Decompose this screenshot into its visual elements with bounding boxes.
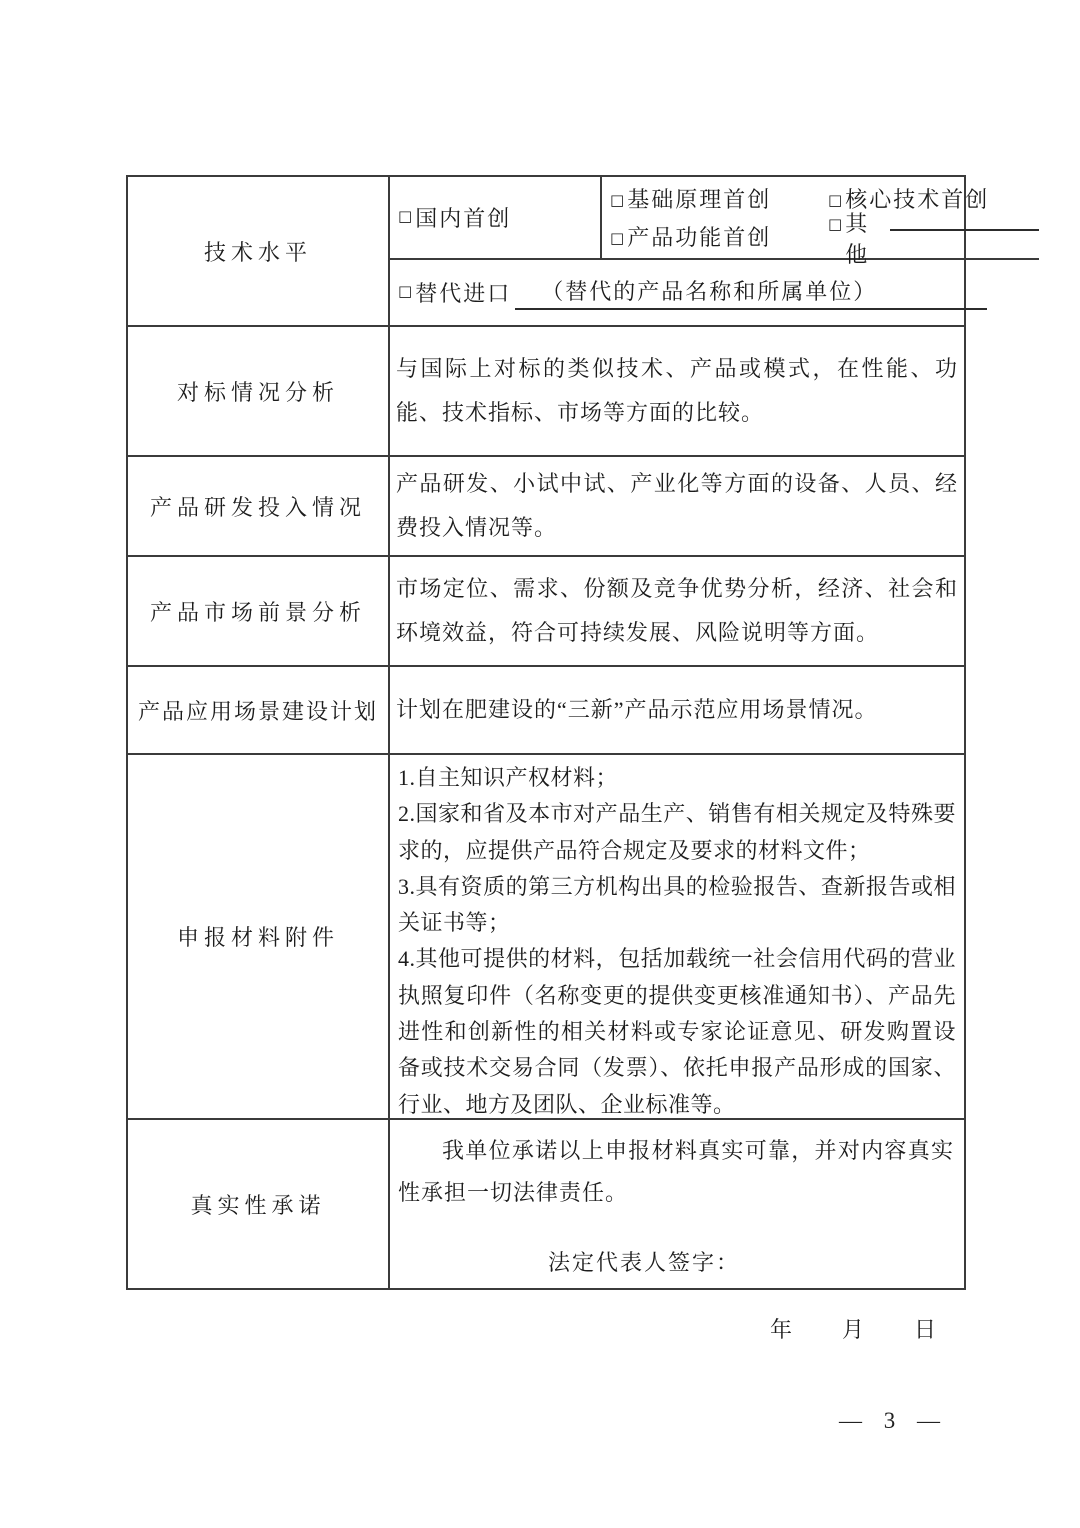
page-number: — 3 — [839, 1408, 948, 1433]
checkbox-icon: □ [828, 191, 843, 209]
tech-level-options [602, 177, 1039, 267]
benchmark-content-cell [390, 327, 964, 455]
application-scenario-content: 计划在肥建设的“三新”产品示范应用场景情况。 [396, 697, 878, 722]
benchmark-content: 与国际上对标的类似技术、产品或模式，在性能、功能、技术指标、市场等方面的比较。 [396, 356, 958, 425]
row-label-application-scenario: 产品应用场景建设计划 [128, 667, 390, 753]
authenticity-statement: 我单位承诺以上申报材料真实可靠，并对内容真实性承担一切法律责任。 [398, 1138, 954, 1205]
row-label-authenticity: 真实性承诺 [128, 1120, 390, 1288]
table-row-application-scenario [128, 667, 964, 755]
application-scenario-content-cell [390, 667, 964, 753]
table-row-authenticity [128, 1120, 964, 1342]
attachment-item: 1.自主知识产权材料； [398, 765, 619, 790]
market-prospect-content: 市场定位、需求、份额及竞争优势分析，经济、社会和环境效益，符合可持续发展、风险说明等方面。 [396, 576, 958, 645]
option-product-function [610, 221, 828, 252]
row-label-rd-investment: 产品研发投入情况 [128, 457, 390, 555]
option-core-tech-label: 核心技术首创 [845, 187, 990, 212]
row-label-attachments: 申报材料附件 [128, 755, 390, 1118]
table-row-market-prospect [128, 557, 964, 667]
checkbox-icon: □ [610, 229, 625, 247]
option-import-substitution [390, 260, 1039, 325]
date-line: 年 月 日 [769, 1317, 938, 1342]
option-other-label: 其他 [845, 210, 870, 267]
option-product-function-label: 产品功能首创 [627, 225, 772, 250]
rd-investment-content: 产品研发、小试中试、产业化等方面的设备、人员、经费投入情况等。 [396, 471, 958, 540]
checkbox-icon: □ [398, 206, 413, 225]
row-label-tech-level: 技术水平 [128, 177, 390, 325]
attachment-item: 2.国家和省及本市对产品生产、销售有相关规定及特殊要求的，应提供产品符合规定及要求的材料文件； [398, 801, 956, 863]
option-domestic-first-label: 国内首创 [415, 206, 512, 231]
option-import-substitution-label: 替代进口 [415, 281, 512, 306]
application-form-table [126, 175, 990, 1342]
attachments-content-cell [390, 755, 964, 1118]
table-row-tech-level [128, 177, 990, 327]
checkbox-icon: □ [828, 214, 843, 233]
checkbox-icon: □ [610, 191, 625, 209]
import-substitution-fill-in-line [515, 275, 987, 310]
rd-investment-content-cell [390, 457, 964, 555]
options-line-2 [610, 210, 1039, 267]
option-other [828, 205, 1039, 269]
import-substitution-note: （替代的产品名称和所属单位） [541, 279, 878, 304]
tech-level-top-subrow [390, 177, 1039, 267]
table-row-benchmark [128, 327, 964, 457]
attachment-item: 4.其他可提供的材料，包括加载统一社会信用代码的营业执照复印件（名称变更的提供变更核准通知书）、产品先进性和创新性的相关材料或专家论证意见、研发购置设备或技术交易合同（发票）、依托申报产品形成的国家、行业、地方及团队、企业标准等。 [398, 946, 956, 1117]
authenticity-content-cell [390, 1120, 964, 1342]
tech-level-content [390, 177, 1039, 325]
other-fill-in-line [890, 205, 1039, 231]
legal-representative-signature-label: 法定代表人签字： [548, 1250, 741, 1275]
checkbox-icon: □ [398, 281, 413, 300]
row-label-benchmark: 对标情况分析 [128, 327, 390, 455]
row-label-market-prospect: 产品市场前景分析 [128, 557, 390, 665]
table-row-rd-investment [128, 457, 964, 557]
option-domestic-first [390, 177, 602, 258]
market-prospect-content-cell [390, 557, 964, 665]
table-row-attachments [128, 755, 964, 1120]
attachment-item: 3.具有资质的第三方机构出具的检验报告、查新报告或相关证书等； [398, 873, 956, 936]
option-basic-principle [610, 183, 828, 214]
option-basic-principle-label: 基础原理首创 [627, 187, 772, 212]
